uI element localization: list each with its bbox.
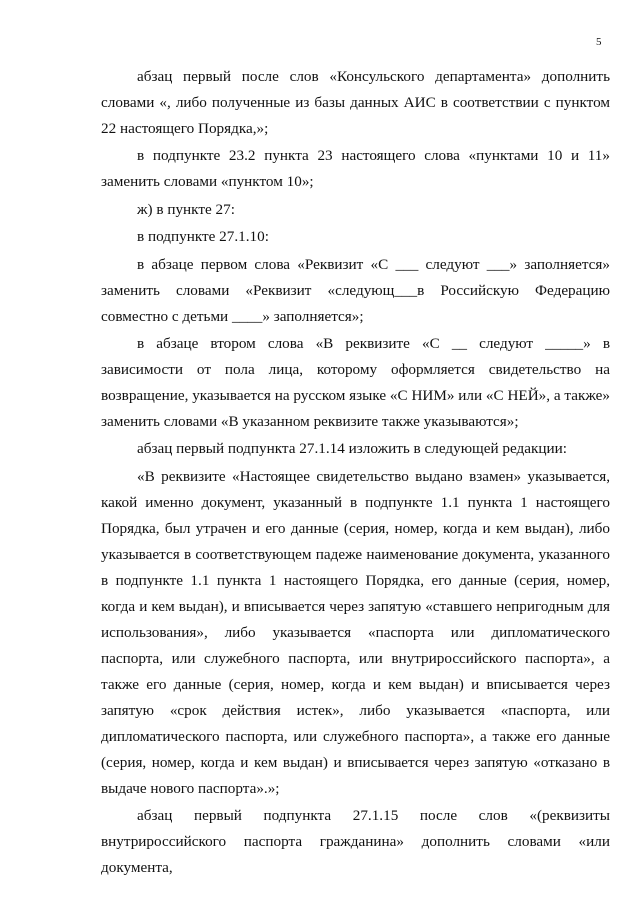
paragraph-2: в подпункте 23.2 пункта 23 настоящего слова «пунктами 10 и 11» заменить словами «пунктом 10»;	[101, 147, 610, 191]
paragraph-4: в подпункте 27.1.10:	[137, 228, 269, 246]
paragraph-1: абзац первый после слов «Консульского департамента» дополнить словами «, либо полученные из базы данных АИС в соответствии с пунктом 22 настоящего Порядка,»;	[101, 68, 610, 137]
document-body	[101, 64, 610, 881]
paragraph-5: в абзаце первом слова «Реквизит «С ___ следуют ___» заполняется» заменить словами «Реквизит «следующ___в Российскую Федерацию совместно с детьми ____» заполняется»;	[101, 255, 610, 325]
paragraph-8: «В реквизите «Настоящее свидетельство выдано взамен» указывается, какой именно документ, указанный в подпункте 1.1 пункта 1 настоящего Порядка, был утрачен и его данные (серия, номер, когда и кем выдан), либо указывается в соответствующем падеже наименование документа, указанного в подпункте 1.1 пункта 1 настоящего Порядка, его данные (серия, номер, когда и кем выдан), и вписывается через запятую «ставшего непригодным для использования», либо указывается «паспорта или дипломатического паспорта, или служебного паспорта, или внутрироссийского паспорта», а также его данные (серия, номер, когда и кем выдан) и вписывается через запятую «срок действия истек», либо указывается «паспорта, или дипломатического паспорта, или служебного паспорта», а также его данные (серия, номер, когда и кем выдан) и вписывается через запятую «отказано в выдаче нового паспорта».»;	[101, 467, 610, 797]
page-number: 5	[596, 36, 602, 48]
paragraph-9: абзац первый подпункта 27.1.15 после слов «(реквизиты внутрироссийского паспорта гражданина» дополнить словами «или документа,	[101, 807, 610, 877]
paragraph-7: абзац первый подпункта 27.1.14 изложить в следующей редакции:	[137, 440, 567, 458]
paragraph-3: ж) в пункте 27:	[137, 200, 235, 218]
paragraph-6: в абзаце втором слова «В реквизите «С __ следуют _____» в зависимости от пола лица, которому оформляется свидетельство на возвращение, указывается на русском языке «С НИМ» или «С НЕЙ», а также» заменить словами «В указанном реквизите также указываются»;	[101, 334, 610, 430]
